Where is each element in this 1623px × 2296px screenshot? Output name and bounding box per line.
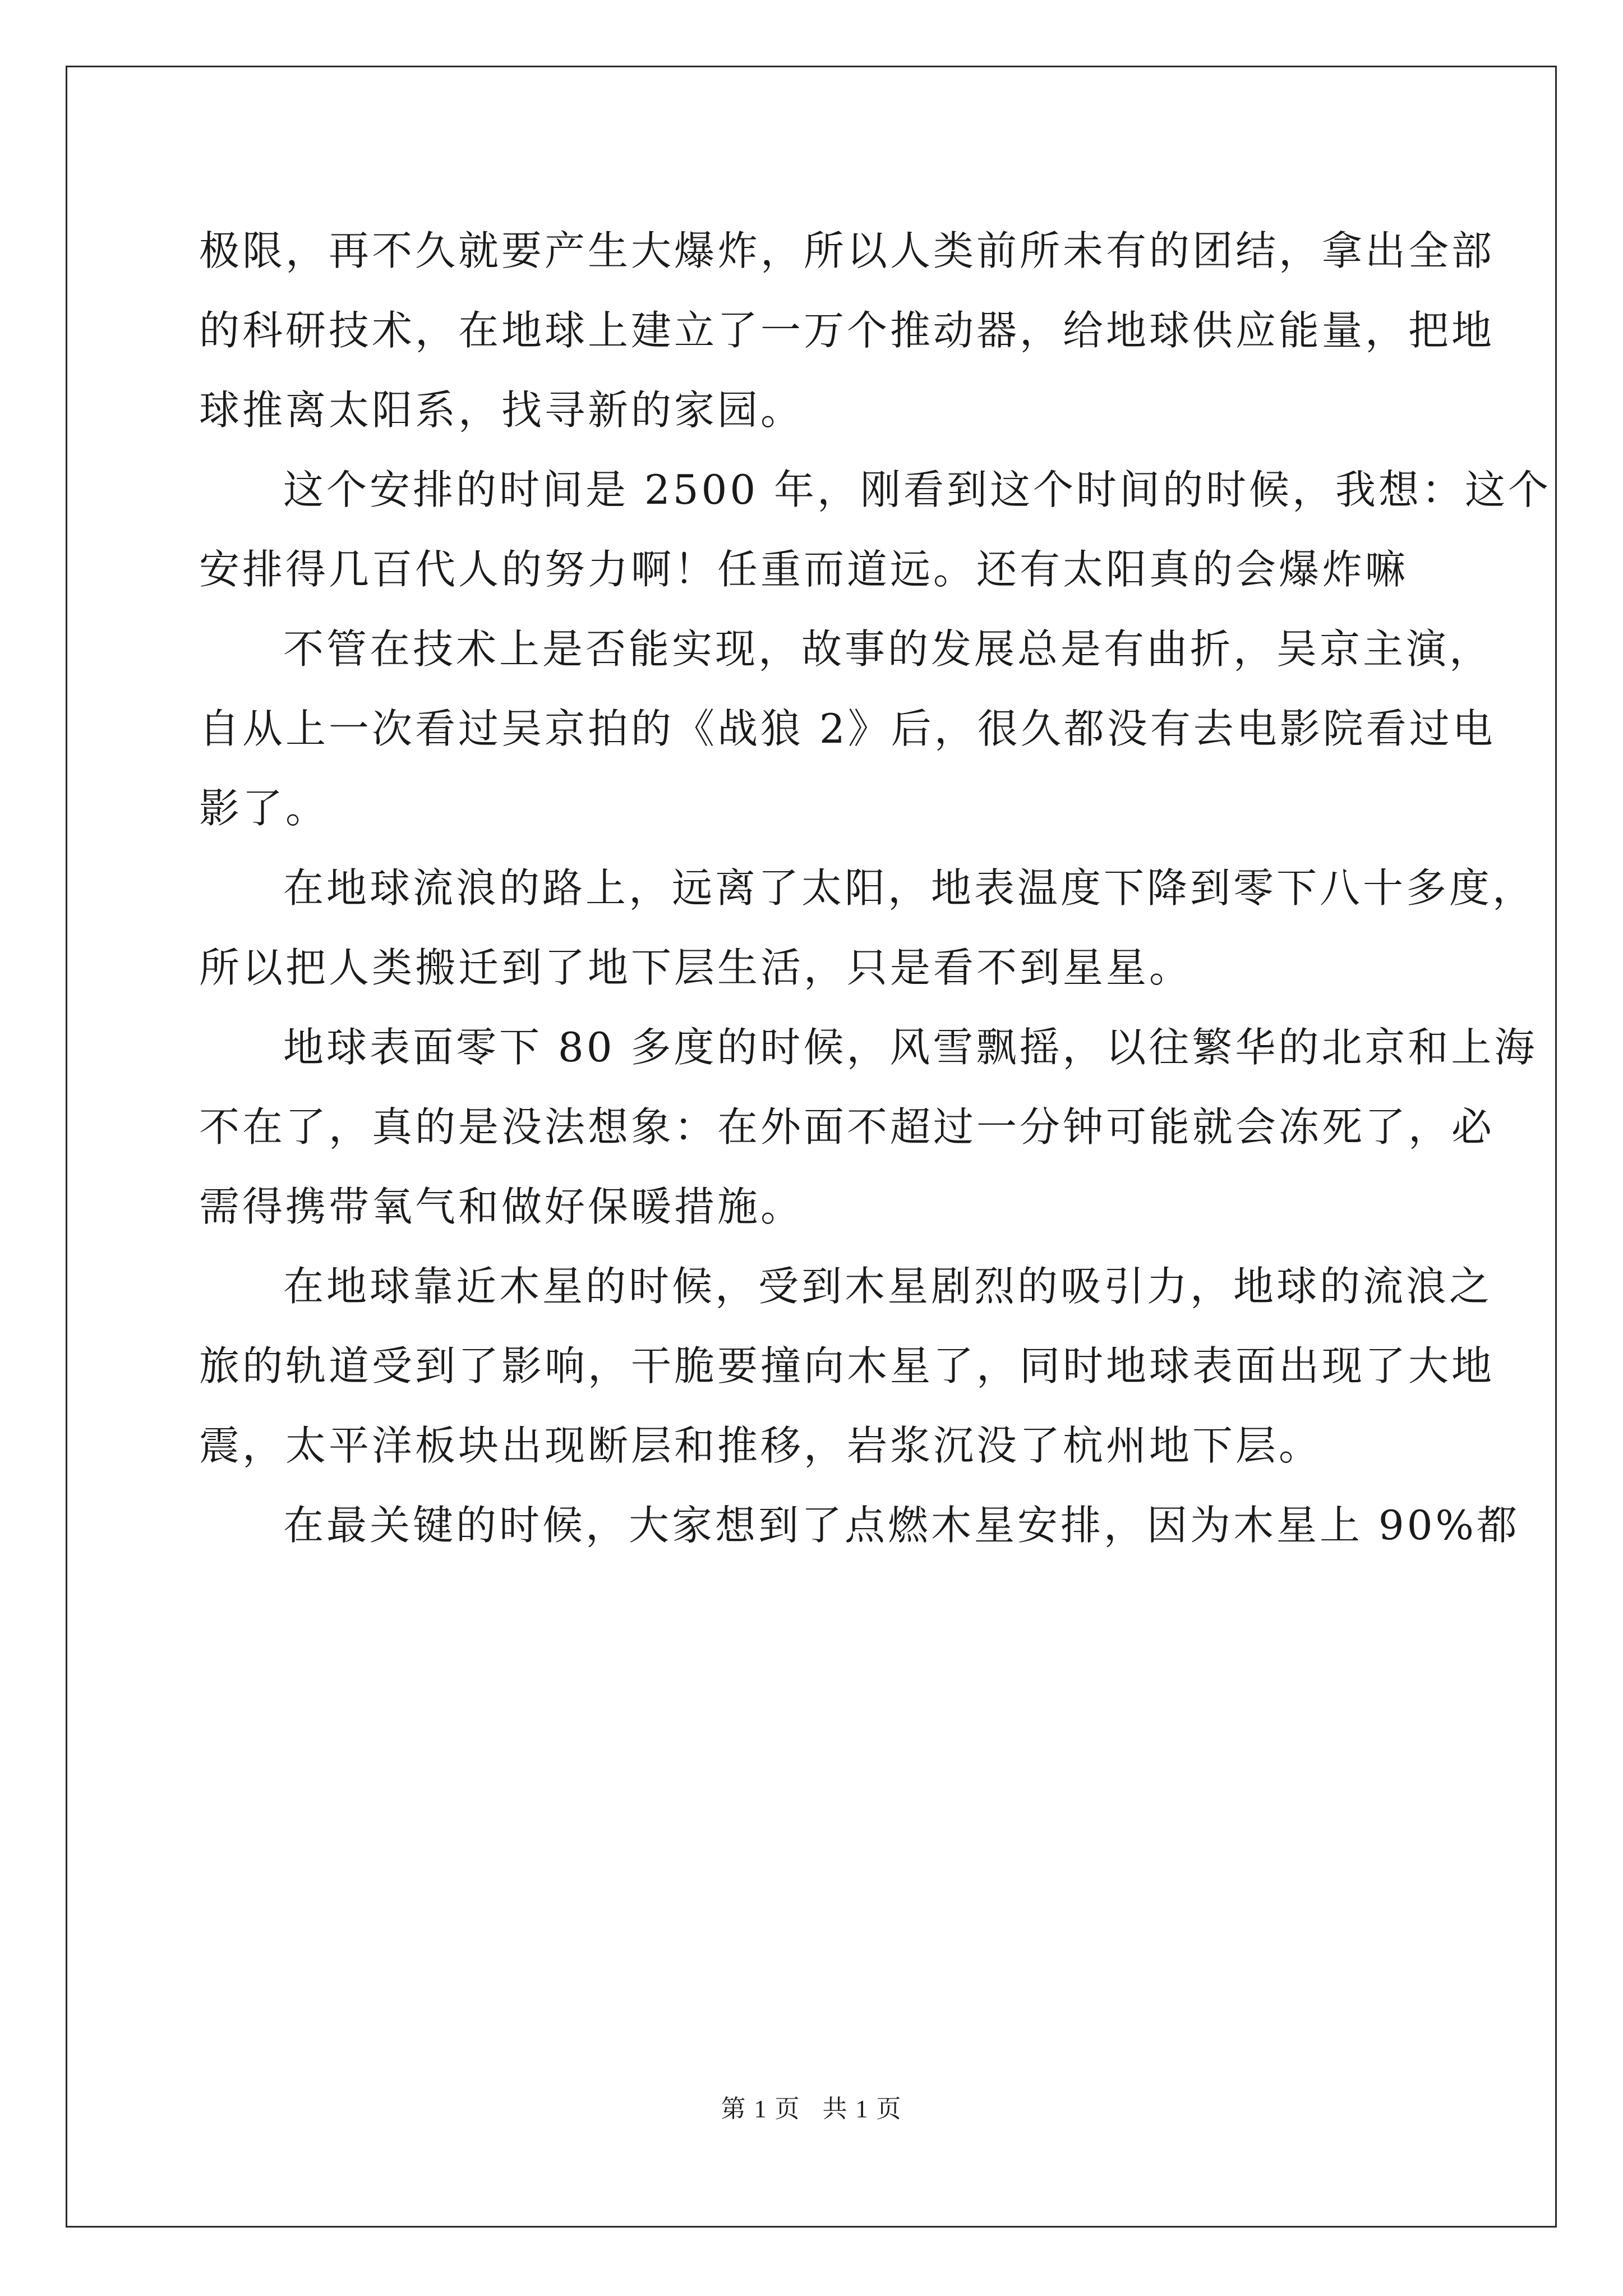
text-line: 不在了，真的是没法想象：在外面不超过一分钟可能就会冻死了，必 (199, 1103, 1495, 1151)
text-line: 安排得几百代人的努力啊！任重而道远。还有太阳真的会爆炸嘛 (199, 546, 1409, 593)
text-line: 所以把人类搬迁到了地下层生活，只是看不到星星。 (199, 944, 1193, 991)
text-line: 不管在技术上是否能实现，故事的发展总是有曲折，吴京主演， (283, 625, 1493, 673)
text-line: 自从上一次看过吴京拍的《战狼 2》后，很久都没有去电影院看过电 (199, 705, 1496, 752)
text-line: 的科研技术，在地球上建立了一万个推动器，给地球供应能量，把地 (199, 307, 1495, 354)
page-number: 第 1 页 (721, 2095, 801, 2123)
text-line: 在地球流浪的路上，远离了太阳，地表温度下降到零下八十多度， (283, 864, 1536, 912)
text-line: 需得携带氧气和做好保暖措施。 (199, 1183, 804, 1230)
paragraph (199, 450, 1552, 609)
page-total: 共 1 页 (822, 2095, 902, 2123)
text-line: 极限，再不久就要产生大爆炸，所以人类前所未有的团结，拿出全部 (199, 227, 1495, 274)
paragraph (199, 1485, 1520, 1565)
document-body (199, 211, 1552, 1565)
text-line: 这个安排的时间是 2500 年，刚看到这个时间的时候，我想：这个 (283, 466, 1552, 513)
text-line: 在最关键的时候，大家想到了点燃木星安排，因为木星上 90%都 (283, 1502, 1520, 1549)
text-line: 地球表面零下 80 多度的时候，风雪飘摇，以往繁华的北京和上海 (283, 1024, 1538, 1071)
text-line: 影了。 (199, 785, 329, 832)
text-line: 旅的轨道受到了影响，干脆要撞向木星了，同时地球表面出现了大地 (199, 1342, 1495, 1389)
text-line: 震，太平洋板块出现断层和推移，岩浆沉没了杭州地下层。 (199, 1422, 1322, 1469)
paragraph (199, 609, 1496, 848)
text-line: 球推离太阳系，找寻新的家园。 (199, 386, 804, 434)
page-footer (0, 2088, 1623, 2124)
paragraph (199, 1007, 1538, 1246)
paragraph (199, 1246, 1495, 1485)
text-line: 在地球靠近木星的时候，受到木星剧烈的吸引力，地球的流浪之 (283, 1263, 1493, 1310)
paragraph (199, 211, 1495, 450)
paragraph (199, 848, 1536, 1007)
